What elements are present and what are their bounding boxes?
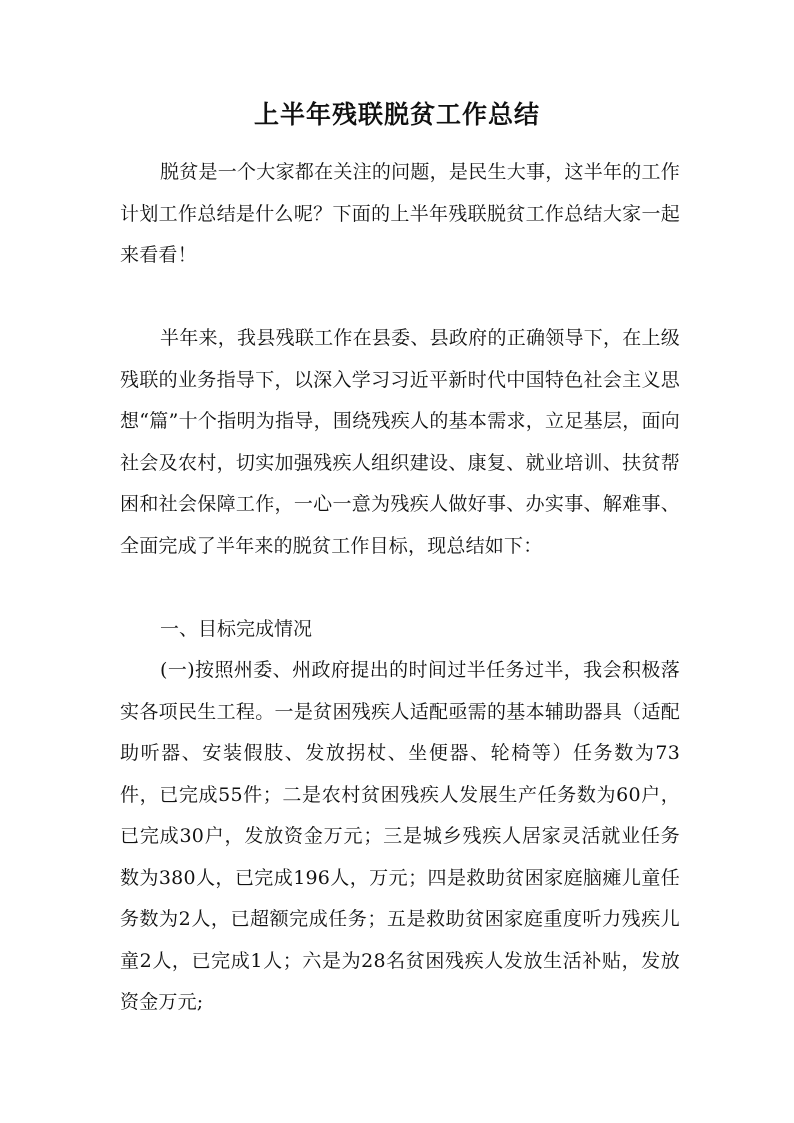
document-title: 上半年残联脱贫工作总结 xyxy=(253,100,540,129)
summary-paragraph: 半年来，我县残联工作在县委、县政府的正确领导下，在上级残联的业务指导下，以深入学习习近平新时代中国特色社会主义思想“篇”十个指明为指导，围绕残疾人的基本需求，立足基层，面向社会及农村，切实加强残疾人组织建设、康复、就业培训、扶贫帮困和社会保障工作，一心一意为残疾人做好事、办实事、解难事、全面完成了半年来的脱贫工作目标，现总结如下： xyxy=(120,327,680,557)
section-paragraph: (一)按照州委、州政府提出的时间过半任务过半，我会积极落实各项民生工程。一是贫困残疾人适配亟需的基本辅助器具（适配助听器、安装假肢、发放拐杖、坐便器、轮椅等）任务数为73件，已完成55件；二是农村贫困残疾人发展生产任务数为60户，已完成30户，发放资金万元；三是城乡残疾人居家灵活就业任务数为380人，已完成196人，万元；四是救助贫困家庭脑瘫儿童任务数为2人，已超额完成任务；五是救助贫困家庭重度听力残疾儿童2人，已完成1人；六是为28名贫困残疾人发放生活补贴，发放资金万元; xyxy=(120,659,680,1013)
section-heading: 一、目标完成情况 xyxy=(160,618,313,640)
intro-paragraph: 脱贫是一个大家都在关注的问题，是民生大事，这半年的工作计划工作总结是什么呢？下面的上半年残联脱贫工作总结大家一起来看看！ xyxy=(120,161,680,266)
